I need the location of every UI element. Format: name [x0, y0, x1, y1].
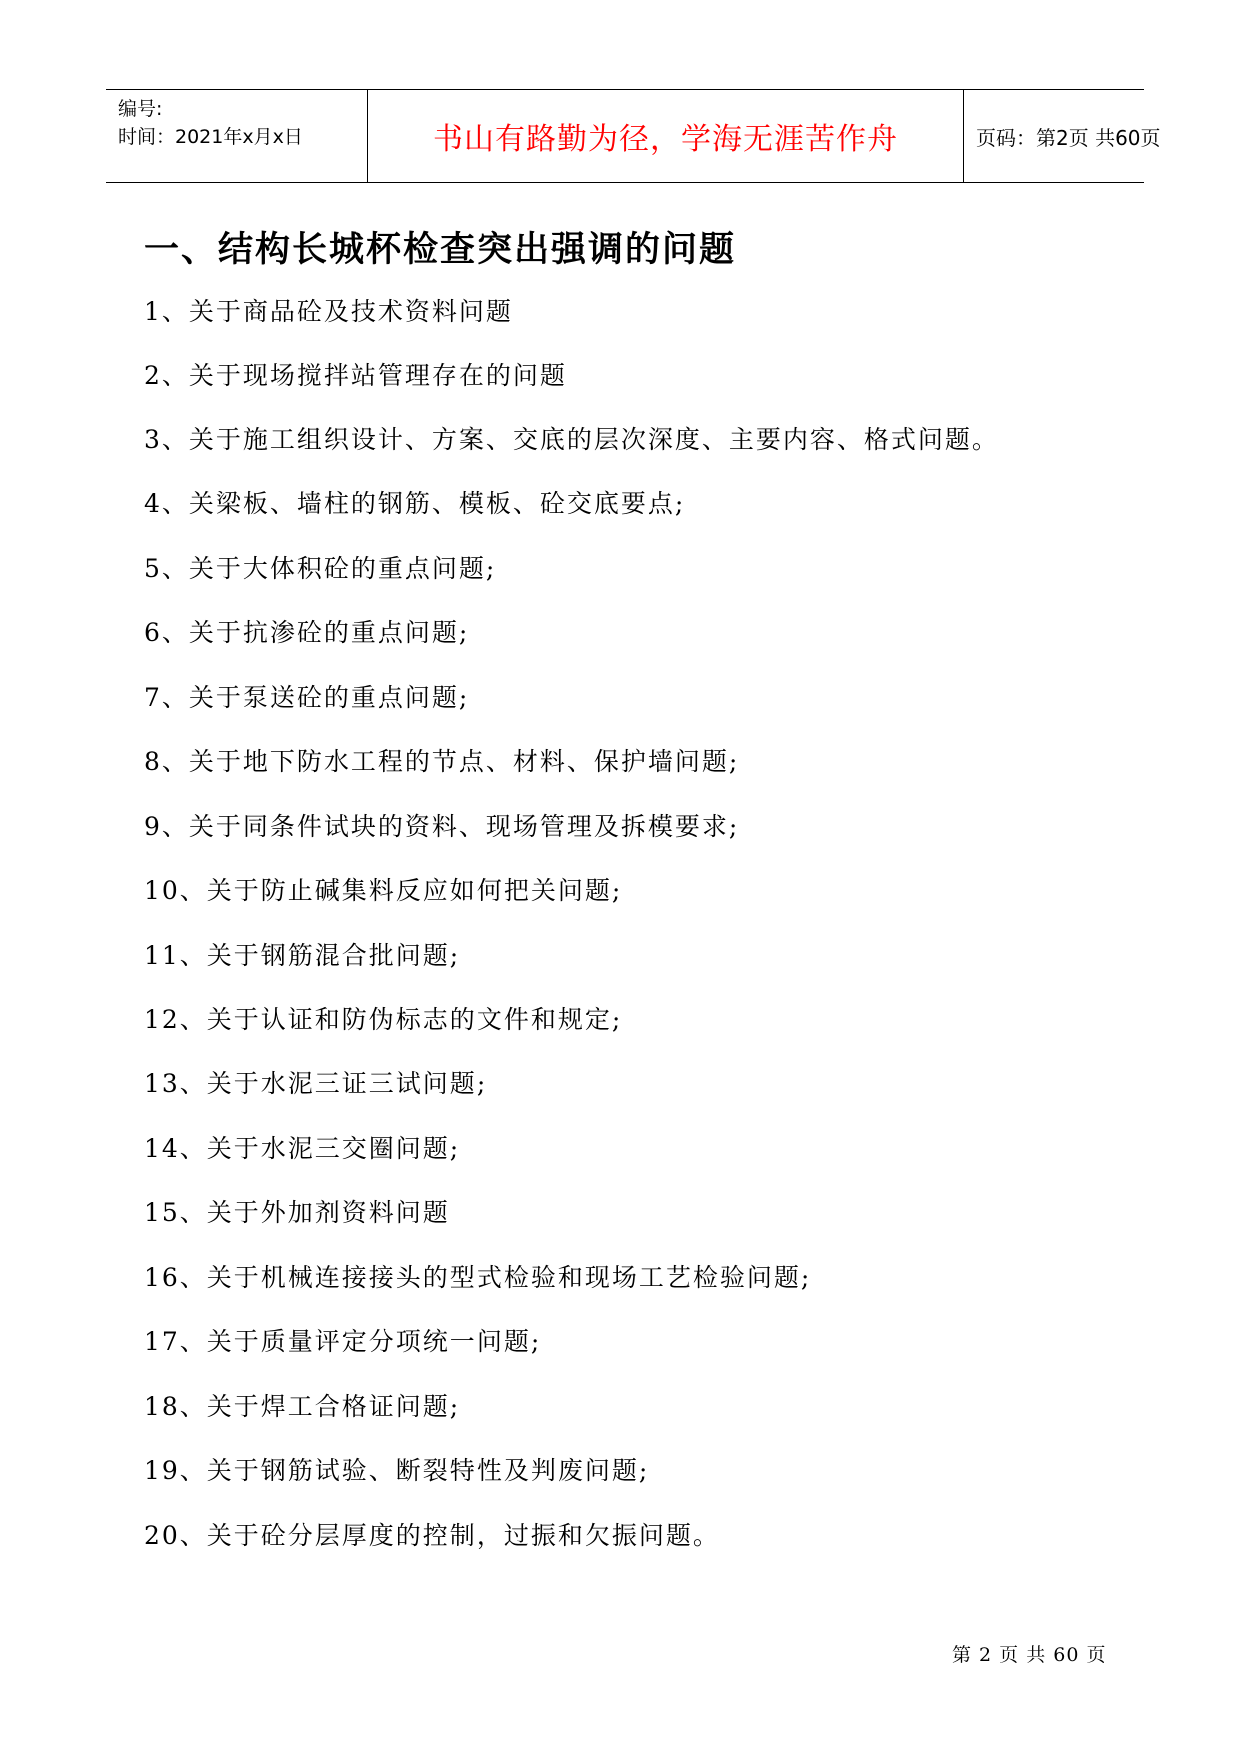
list-item: 16、关于机械连接接头的型式检验和现场工艺检验问题;	[144, 1263, 812, 1292]
list-item: 12、关于认证和防伪标志的文件和规定;	[144, 1005, 623, 1034]
header-page-cell	[964, 90, 1161, 182]
list-item: 10、关于防止碱集料反应如何把关问题;	[144, 876, 623, 905]
motto-text: 书山有路勤为径，学海无涯苦作舟	[433, 122, 898, 157]
section-title: 一、结构长城杯检查突出强调的问题	[144, 230, 737, 270]
list-item: 15、关于外加剂资料问题	[144, 1198, 450, 1227]
header-page-number: 页码：第2页 共60页	[976, 125, 1161, 150]
list-item: 18、关于焊工合格证问题;	[144, 1392, 461, 1421]
list-item: 5、关于大体积砼的重点问题;	[144, 554, 497, 583]
page-footer-number: 第 2 页 共 60 页	[952, 1644, 1107, 1666]
list-item: 20、关于砼分层厚度的控制，过振和欠振问题。	[144, 1521, 720, 1550]
list-item: 6、关于抗渗砼的重点问题;	[144, 618, 470, 647]
list-item: 2、关于现场搅拌站管理存在的问题	[144, 361, 567, 390]
page-header	[106, 89, 1161, 183]
list-item: 17、关于质量评定分项统一问题;	[144, 1327, 542, 1356]
list-item: 13、关于水泥三证三试问题;	[144, 1069, 488, 1098]
list-item: 4、关梁板、墙柱的钢筋、模板、砼交底要点;	[144, 489, 686, 518]
list-item: 8、关于地下防水工程的节点、材料、保护墙问题;	[144, 747, 740, 776]
list-item: 3、关于施工组织设计、方案、交底的层次深度、主要内容、格式问题。	[144, 425, 999, 454]
list-item: 19、关于钢筋试验、断裂特性及判废问题;	[144, 1456, 650, 1485]
list-item: 14、关于水泥三交圈问题;	[144, 1134, 461, 1163]
list-item: 7、关于泵送砼的重点问题;	[144, 683, 470, 712]
list-item: 1、关于商品砼及技术资料问题	[144, 297, 513, 326]
list-item: 9、关于同条件试块的资料、现场管理及拆模要求;	[144, 812, 740, 841]
header-motto-cell	[368, 90, 964, 182]
header-meta-cell	[106, 90, 368, 182]
list-item: 11、关于钢筋混合批问题;	[144, 941, 461, 970]
document-time-label: 时间：2021年x月x日	[118, 126, 303, 148]
document-number-label: 编号:	[118, 98, 163, 120]
